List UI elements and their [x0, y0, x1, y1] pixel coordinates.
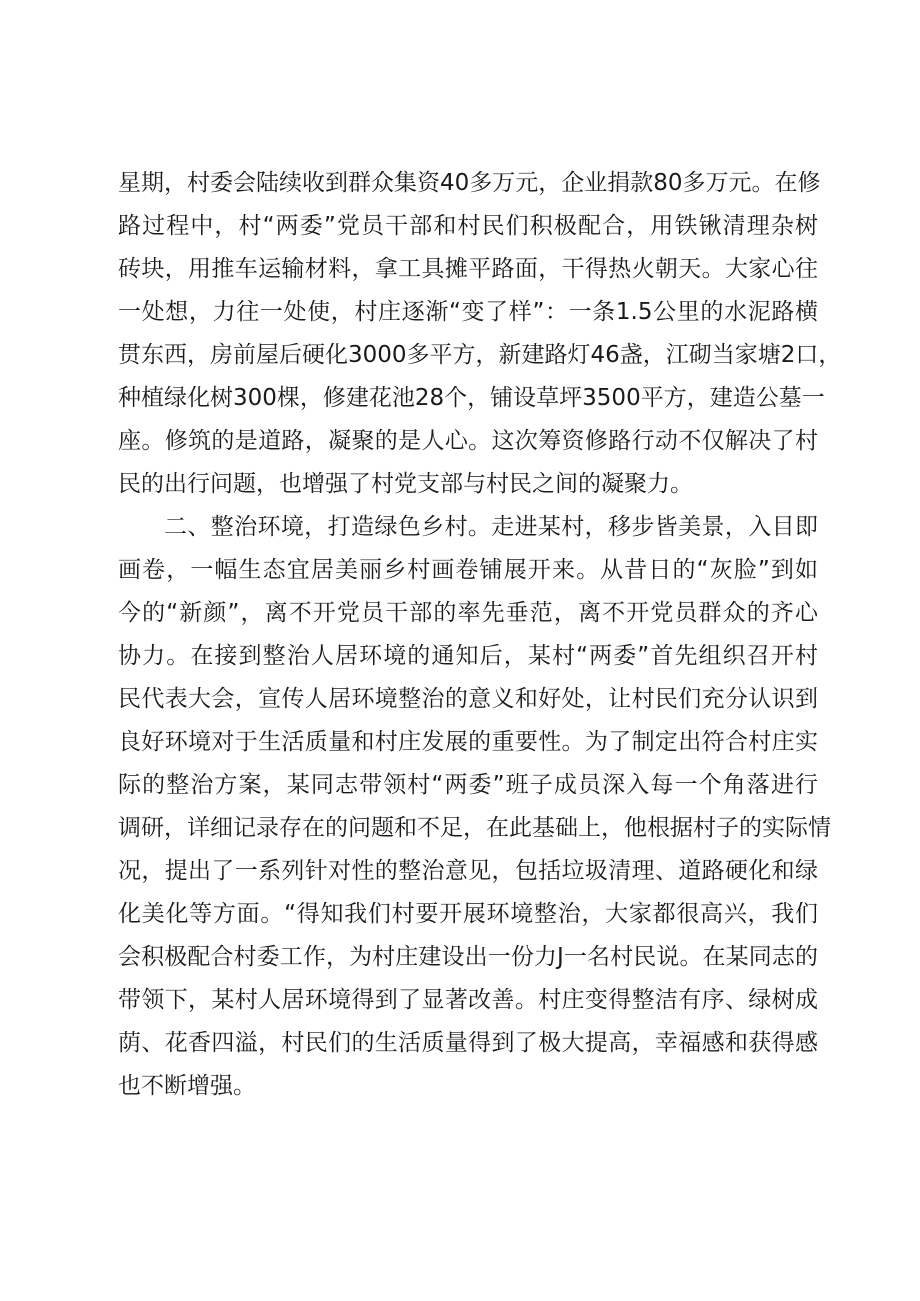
text-line: 星期，村委会陆续收到群众集资40多万元，企业捐款80多万元。在修	[118, 170, 821, 196]
text-line: 良好环境对于生活质量和村庄发展的重要性。为了制定出符合村庄实	[118, 729, 818, 755]
text-line: 二、整治环境，打造绿色乡村。走进某村，移步皆美景，入目即	[164, 514, 818, 540]
text-line: 贯东西，房前屋后硬化3000多平方，新建路灯46盏，江砌当家塘2口，	[118, 342, 842, 368]
text-line: 会积极配合村委工作，为村庄建设出一份力J一名村民说。在某同志的	[118, 944, 818, 970]
text-line: 际的整治方案，某同志带领村“两委”班子成员深入每一个角落进行	[118, 772, 818, 798]
text-line: 也不断增强。	[118, 1073, 256, 1099]
text-line: 路过程中，村“两委”党员干部和村民们积极配合，用铁锹清理杂树	[118, 213, 818, 239]
text-line: 一处想，力往一处使，村庄逐渐“变了样”：一条1.5公里的水泥路横	[118, 299, 818, 325]
text-line: 况，提出了一系列针对性的整治意见，包括垃圾清理、道路硬化和绿	[118, 858, 818, 884]
text-line: 民的出行问题，也增强了村党支部与村民之间的凝聚力。	[118, 471, 693, 497]
text-line: 荫、花香四溢，村民们的生活质量得到了极大提高，幸福感和获得感	[118, 1030, 818, 1056]
text-line: 砖块，用推车运输材料，拿工具摊平路面，干得热火朝天。大家心往	[118, 256, 818, 282]
text-line: 座。修筑的是道路，凝聚的是人心。这次筹资修路行动不仅解决了村	[118, 428, 818, 454]
text-line: 带领下，某村人居环境得到了显著改善。村庄变得整洁有序、绿树成	[118, 987, 818, 1013]
text-line: 种植绿化树300棵，修建花池28个，铺设草坪3500平方，建造公墓一	[118, 385, 825, 411]
text-line: 今的“新颜”，离不开党员干部的率先垂范，离不开党员群众的齐心	[118, 600, 818, 626]
text-line: 画卷，一幅生态宜居美丽乡村画卷铺展开来。从昔日的“灰脸”到如	[118, 557, 818, 583]
text-line: 协力。在接到整治人居环境的通知后，某村“两委”首先组织召开村	[118, 643, 818, 669]
text-line: 民代表大会，宣传人居环境整治的意义和好处，让村民们充分认识到	[118, 686, 818, 712]
text-line: 化美化等方面。“得知我们村要开展环境整治，大家都很高兴，我们	[118, 901, 818, 927]
text-line: 调研，详细记录存在的问题和不足，在此基础上，他根据村子的实际情	[118, 815, 831, 841]
